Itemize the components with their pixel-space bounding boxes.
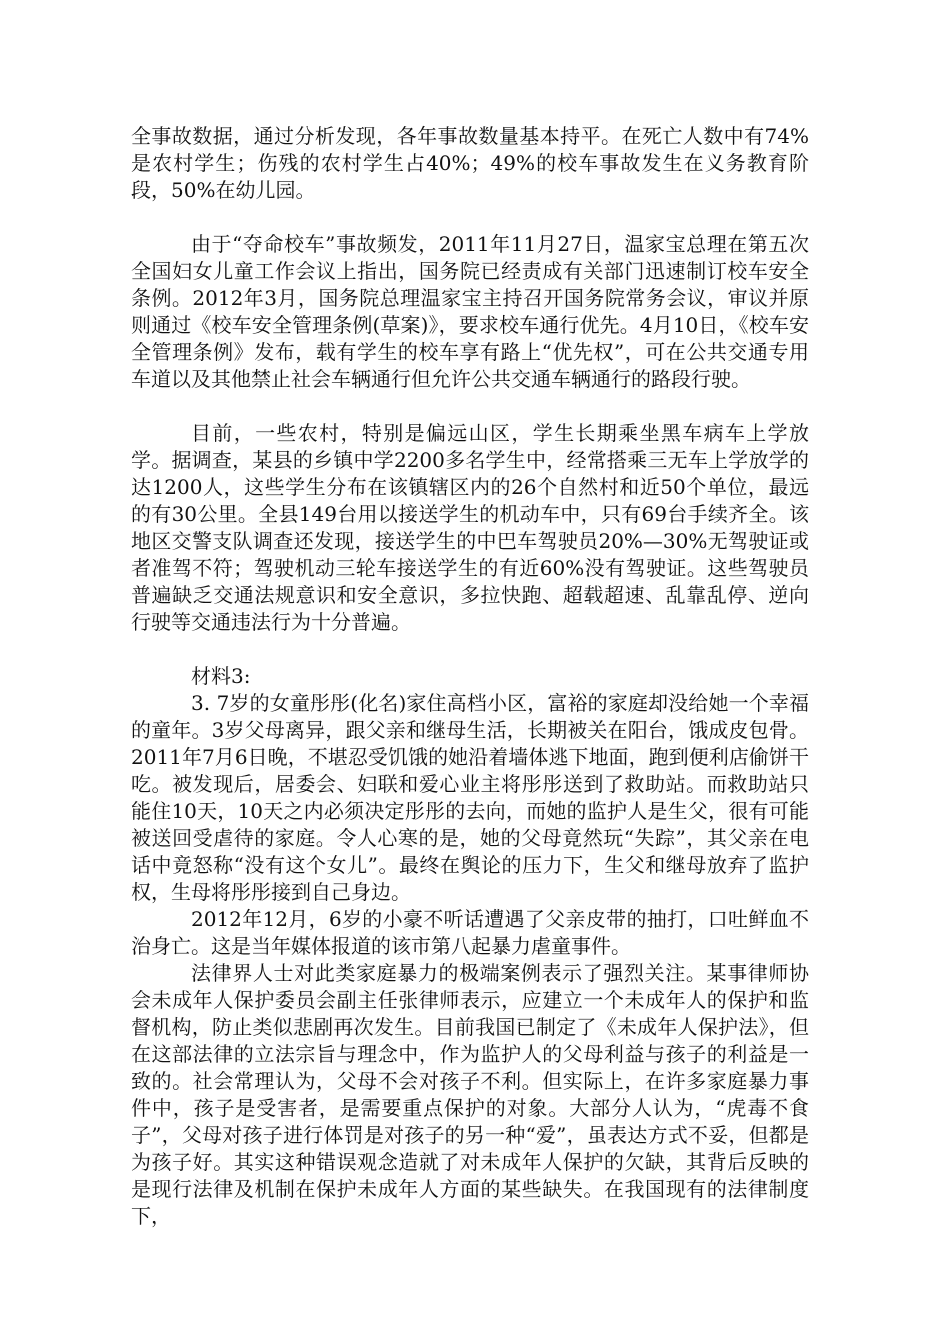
paragraph-case-xiaohao: 2012年12月，6岁的小豪不听话遭遇了父亲皮带的抽打，口吐鲜血不治身亡。这是当年媒体报道的该市第八起暴力虐童事件。 <box>131 907 809 958</box>
paragraph-school-bus-regulation: 由于“夺命校车”事故频发，2011年11月27日，温家宝总理在第五次全国妇女儿童工作会议上指出，国务院已经责成有关部门迅速制订校车安全条例。2012年3月，国务院总理温家宝主持召开国务院常务会议，审议并原则通过《校车安全管理条例(草案)》，要求校车通行优先。4月10日，《校车安全管理条例》发布，载有学生的校车享有路上“优先权”，可在公共交通专用车道以及其他禁止社会车辆通行但允许公共交通车辆通行的路段行驶。 <box>131 232 809 391</box>
paragraph-legal-commentary: 法律界人士对此类家庭暴力的极端案例表示了强烈关注。某事律师协会未成年人保护委员会副主任张律师表示，应建立一个未成年人的保护和监督机构，防止类似悲剧再次发生。目前我国已制定了《未成年人保护法》，但在这部法律的立法宗旨与理念中，作为监护人的父母利益与孩子的利益是一致的。社会常理认为，父母不会对孩子不利。但实际上，在许多家庭暴力事件中，孩子是受害者，是需要重点保护的对象。大部分人认为，“虎毒不食子”，父母对孩子进行体罚是对孩子的另一种“爱”，虽表达方式不妥，但都是为孩子好。其实这种错误观念造就了对未成年人保护的欠缺，其背后反映的是现行法律及机制在保护未成年人方面的某些缺失。在我国现有的法律制度下， <box>131 961 809 1228</box>
paragraph-case-tongtong: 3. 7岁的女童彤彤(化名)家住高档小区，富裕的家庭却没给她一个幸福的童年。3岁父母离异，跟父亲和继母生活，长期被关在阳台，饿成皮包骨。2011年7月6日晚，不堪忍受饥饿的她沿着墙体逃下地面，跑到便利店偷饼干吃。被发现后，居委会、妇联和爱心业主将彤彤送到了救助站。而救助站只能住10天，10天之内必须决定彤彤的去向，而她的监护人是生父，很有可能被送回受虐待的家庭。令人心寒的是，她的父母竟然玩“失踪”，其父亲在电话中竟怒称“没有这个女儿”。最终在舆论的压力下，生父和继母放弃了监护权，生母将彤彤接到自己身边。 <box>131 691 809 904</box>
document-body <box>131 123 809 1230</box>
paragraph-accident-statistics: 全事故数据，通过分析发现，各年事故数量基本持平。在死亡人数中有74%是农村学生；伤残的农村学生占40%；49%的校车事故发生在义务教育阶段，50%在幼儿园。 <box>131 124 809 202</box>
paragraph-rural-transport: 目前，一些农村，特别是偏远山区，学生长期乘坐黑车病车上学放学。据调查，某县的乡镇中学2200多名学生中，经常搭乘三无车上学放学的达1200人，这些学生分布在该镇辖区内的26个自然村和近50个单位，最远的有30公里。全县149台用以接送学生的机动车中，只有69台手续齐全。该地区交警支队调查还发现，接送学生的中巴车驾驶员20%—30%无驾驶证或者准驾不符；驾驶机动三轮车接送学生的有近60%没有驾驶证。这些驾驶员普遍缺乏交通法规意识和安全意识，多拉快跑、超载超速、乱靠乱停、逆向行驶等交通违法行为十分普遍。 <box>131 421 809 634</box>
material-3-heading: 材料3: <box>191 664 251 688</box>
